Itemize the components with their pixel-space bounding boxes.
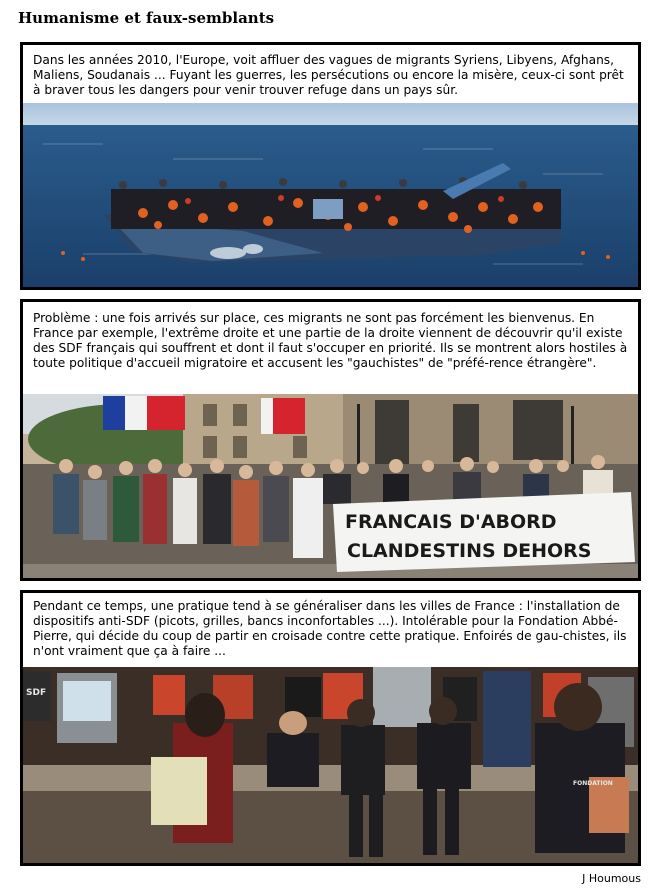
banner-line-1: FRANCAIS D'ABORD [345, 511, 557, 533]
author-signature: J Houmous [582, 872, 641, 885]
sign-sdf: SDF [26, 688, 47, 698]
page-title: Humanisme et faux-semblants [18, 9, 275, 27]
panel-2-caption: Problème : une fois arrivés sur place, ces migrants ne sont pas forcément les bienvenus. En France par exemple, l'extrême droite et une partie de la droite viennent de découvrir qu'il existe des SDF français qui souffrent et dont il faut s'occuper en priorité. Ils se montrent alors hostiles à toute politique d'accueil migratoire et accusent les "gauchistes" de "préfé-rence étrangère". [33, 311, 628, 370]
street-action-photo [23, 667, 638, 863]
comic-panel-2 [20, 299, 641, 581]
protest-photo [23, 394, 638, 578]
comic-panel-1 [20, 42, 641, 290]
banner-line-2: CLANDESTINS DEHORS [347, 540, 592, 562]
panel-3-caption: Pendant ce temps, une pratique tend à se généraliser dans les villes de France : l'installation de dispositifs anti-SDF (picots, grilles, bancs inconfortables ...). Intolérable pour la Fondation Abbé-Pierre, qui décide du coup de partir en croisade contre cette pratique. Enfoirés de gau-chistes, ils n'ont vraiment que ça à faire ... [33, 599, 627, 658]
comic-panel-3 [20, 590, 641, 866]
migrant-boat-photo [23, 103, 638, 287]
fondation-print: FONDATION [573, 780, 613, 787]
panel-1-caption: Dans les années 2010, l'Europe, voit affluer des vagues de migrants Syriens, Libyens, Afghans, Maliens, Soudanais ... Fuyant les guerres, les persécutions ou encore la misère, ceux-ci sont prêt à braver tous les dangers pour venir trouver refuge dans un pays sûr. [33, 53, 624, 97]
